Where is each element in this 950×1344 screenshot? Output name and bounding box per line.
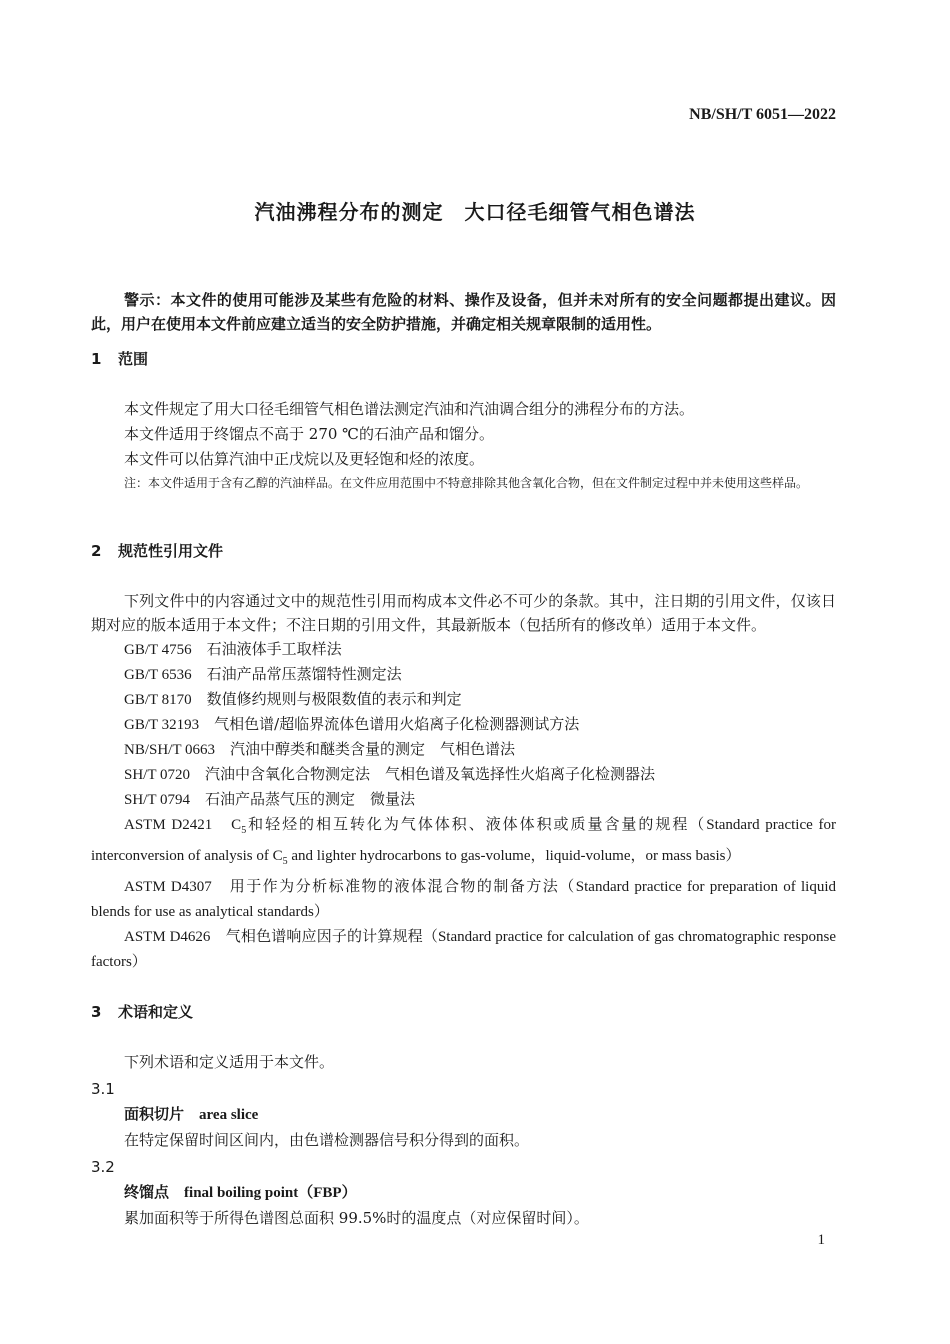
ref-code: ASTM D2421 — [124, 817, 213, 833]
section-number: 2 — [91, 542, 102, 560]
ref-code: SH/T 0794 — [124, 792, 190, 808]
ref-code: GB/T 8170 — [124, 692, 192, 708]
section-2-heading — [91, 540, 836, 561]
clause-number: 3.2 — [91, 1158, 115, 1176]
term-zh: 面积切片 — [124, 1105, 185, 1123]
ref-english: and lighter hydrocarbons to gas-volume，liquid-volume，or mass basis） — [287, 848, 741, 864]
ref-name: 石油液体手工取样法 — [206, 640, 342, 658]
ref-chem-c: C — [231, 817, 242, 833]
warning-text: 警示：本文件的使用可能涉及某些有危险的材料、操作及设备，但并未对所有的安全问题都提出建议。因此，用户在使用本文件前应建立适当的安全防护措施，并确定相关规章限制的适用性。 — [91, 291, 836, 333]
ref-english: （Standard practice for preparation of liquid blends for use as analytical standards） — [91, 879, 836, 920]
ref-code: NB/SH/T 0663 — [124, 742, 215, 758]
reference-item — [91, 712, 836, 737]
ref-name: 石油产品常压蒸馏特性测定法 — [206, 665, 402, 683]
ref-english: （Standard practice for calculation of gas chromatographic response factors） — [91, 929, 836, 970]
term-heading — [91, 1179, 836, 1206]
ref-name: 气相色谱/超临界流体色谱用火焰离子化检测器测试方法 — [214, 715, 580, 733]
page-number: 1 — [817, 1232, 825, 1248]
document-title: 汽油沸程分布的测定 大口径毛细管气相色谱法 — [254, 200, 696, 224]
ref-code: GB/T 32193 — [124, 717, 200, 733]
ref-code: SH/T 0720 — [124, 767, 190, 783]
term-definition: 累加面积等于所得色谱图总面积 99.5%时的温度点（对应保留时间）。 — [124, 1209, 589, 1227]
reference-item — [91, 662, 836, 687]
reference-item — [91, 737, 836, 762]
reference-item — [91, 637, 836, 662]
section-number: 1 — [91, 350, 102, 368]
ref-code: ASTM D4626 — [124, 929, 211, 945]
ref-name: 汽油中含氧化合物测定法 气相色谱及氧选择性火焰离子化检测器法 — [205, 765, 656, 783]
section-title: 规范性引用文件 — [118, 542, 224, 560]
ref-name: 气相色谱响应因子的计算规程 — [225, 927, 423, 945]
ref-code: GB/T 4756 — [124, 642, 192, 658]
section-number: 3 — [91, 1003, 102, 1021]
section-2-body — [91, 589, 836, 974]
ref-english-sub: 5 — [282, 856, 288, 867]
ref-code: ASTM D4307 — [124, 879, 212, 895]
paragraph: 下列术语和定义适用于本文件。 — [124, 1053, 335, 1071]
reference-item — [91, 762, 836, 787]
term-en: area slice — [199, 1107, 259, 1123]
note: 注：本文件适用于含有乙醇的汽油样品。在文件应用范围中不特意排除其他含氧化合物，但在文件制定过程中并未使用这些样品。 — [124, 476, 809, 490]
reference-item — [91, 924, 836, 974]
reference-item — [91, 787, 836, 812]
ref-name: 用于作为分析标准物的液体混合物的制备方法 — [229, 877, 560, 895]
term-definition: 在特定保留时间区间内，由色谱检测器信号积分得到的面积。 — [124, 1131, 530, 1149]
term-heading — [91, 1101, 836, 1128]
doc-number-header: NB/SH/T 6051—2022 — [689, 106, 836, 123]
section-title: 范围 — [118, 350, 149, 368]
ref-name: 汽油中醇类和醚类含量的测定 气相色谱法 — [230, 740, 516, 758]
paragraph: 本文件适用于终馏点不高于 270 ℃的石油产品和馏分。 — [124, 425, 494, 443]
section-3-body — [91, 1050, 836, 1231]
ref-name: 石油产品蒸气压的测定 微量法 — [205, 790, 416, 808]
section-title: 术语和定义 — [118, 1003, 194, 1021]
section-3-heading — [91, 1001, 836, 1022]
ref-english: （Standard practice for interconversion of analysis of C — [91, 817, 836, 864]
section-1-body — [91, 397, 836, 495]
paragraph: 下列文件中的内容通过文中的规范性引用而构成本文件必不可少的条款。其中，注日期的引用文件，仅该日期对应的版本适用于本文件；不注日期的引用文件，其最新版本（包括所有的修改单）适用于本文件。 — [91, 592, 836, 634]
ref-chem-sub: 5 — [241, 825, 247, 836]
reference-item — [91, 687, 836, 712]
warning-block — [91, 273, 836, 351]
section-1-heading — [91, 348, 836, 369]
reference-item — [91, 874, 836, 924]
ref-name: 和轻烃的相互转化为气体体积、液体体积或质量含量的规程 — [246, 815, 690, 833]
term-en: final boiling point（FBP） — [184, 1185, 357, 1201]
reference-item — [91, 812, 836, 874]
ref-name: 数值修约规则与极限数值的表示和判定 — [206, 690, 462, 708]
clause-number: 3.1 — [91, 1080, 115, 1098]
ref-code: GB/T 6536 — [124, 667, 192, 683]
paragraph: 本文件规定了用大口径毛细管气相色谱法测定汽油和汽油调合组分的沸程分布的方法。 — [124, 400, 695, 418]
paragraph: 本文件可以估算汽油中正戊烷以及更轻饱和烃的浓度。 — [124, 450, 485, 468]
term-zh: 终馏点 — [124, 1183, 170, 1201]
